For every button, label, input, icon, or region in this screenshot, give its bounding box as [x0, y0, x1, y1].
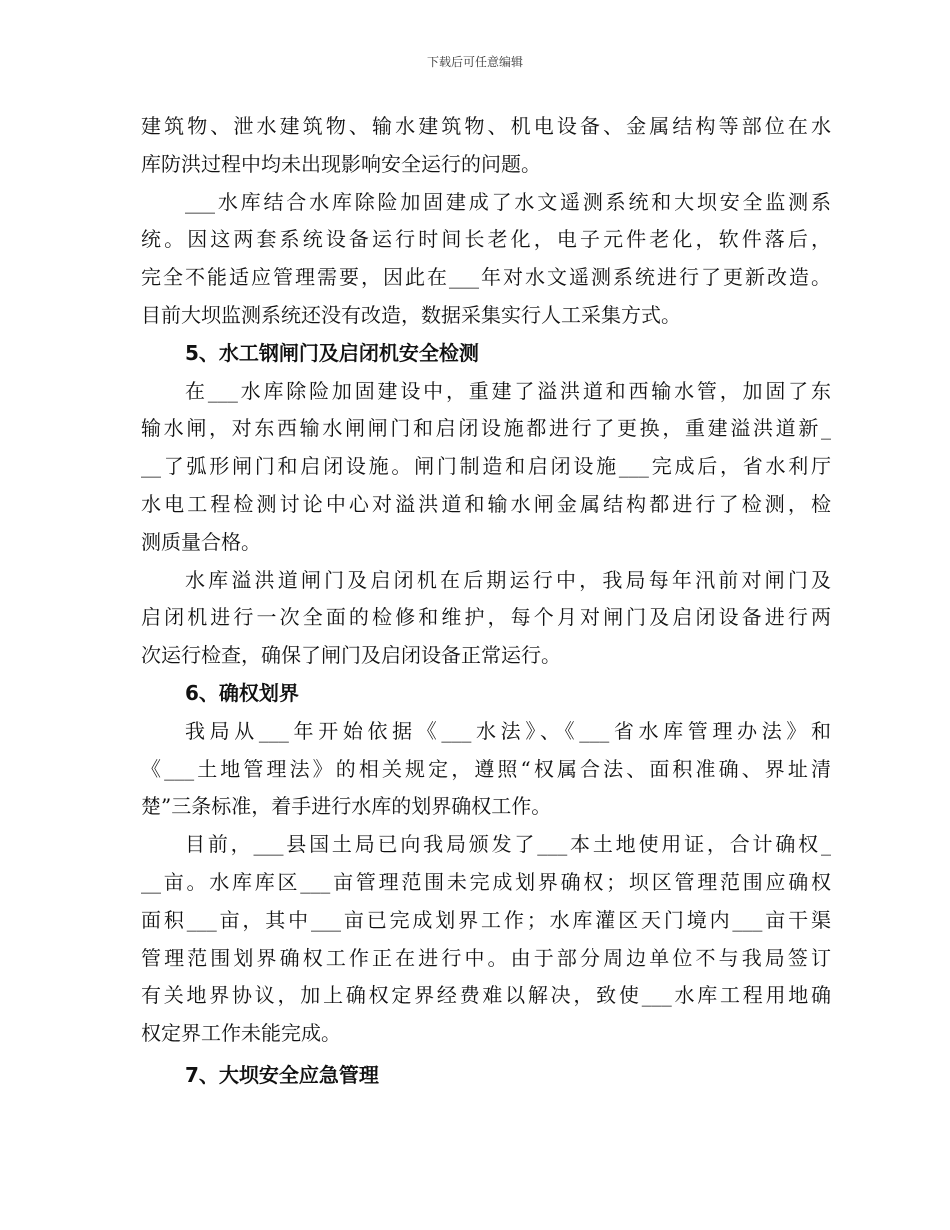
paragraph-line: 权定界工作未能完成。	[141, 1021, 341, 1046]
paragraph-line: 输水闸，对东西输水闸闸门和启闭设施都进行了更换，重建溢洪道新_	[141, 416, 831, 441]
paragraph-line: __了弧形闸门和启闭设施。闸门制造和启闭设施___完成后，省水利厅	[141, 454, 831, 479]
paragraph-line: 建筑物、泄水建筑物、输水建筑物、机电设备、金属结构等部位在水	[141, 114, 831, 138]
paragraph-line: 目前大坝监测系统还没有改造，数据采集实行人工采集方式。	[141, 302, 681, 327]
paragraph-line: 《___土地管理法》的相关规定，遵照“权属合法、面积准确、界址清	[141, 756, 831, 781]
paragraph-line: 面积___亩，其中___亩已完成划界工作；水库灌区天门境内___亩干渠	[141, 907, 831, 932]
paragraph-line: 测质量合格。	[141, 529, 261, 554]
paragraph-line: 水电工程检测讨论中心对溢洪道和输水闸金属结构都进行了检测，检	[141, 491, 831, 516]
paragraph-line: 我局从___年开始依据《___水法》、《___省水库管理办法》和	[185, 718, 831, 743]
section-heading-7: 7、大坝安全应急管理	[185, 1062, 379, 1087]
document-body	[141, 108, 831, 1095]
section-heading-5: 5、水工钢闸门及启闭机安全检测	[185, 340, 479, 365]
paragraph-line: 库防洪过程中均未出现影响安全运行的问题。	[141, 151, 541, 176]
paragraph-line: 在___水库除险加固建设中，重建了溢洪道和西输水管，加固了东	[185, 378, 831, 403]
paragraph-line: 次运行检查，确保了闸门及启闭设备正常运行。	[141, 643, 561, 668]
paragraph-line: __亩。水库库区___亩管理范围未完成划界确权；坝区管理范围应确权	[141, 869, 831, 894]
paragraph-line: 完全不能适应管理需要，因此在___年对水文遥测系统进行了更新改造。	[141, 265, 831, 290]
paragraph-line: 水库溢洪道闸门及启闭机在后期运行中，我局每年汛前对闸门及	[185, 567, 831, 592]
paragraph-line: 统。因这两套系统设备运行时间长老化，电子元件老化，软件落后，	[141, 227, 831, 252]
paragraph-line: 楚”三条标准，着手进行水库的划界确权工作。	[141, 794, 552, 819]
paragraph-line: 启闭机进行一次全面的检修和维护，每个月对闸门及启闭设备进行两	[141, 605, 831, 630]
page-header: 下载后可任意编辑	[426, 55, 523, 69]
paragraph-line: 管理范围划界确权工作正在进行中。由于部分周边单位不与我局签订	[141, 945, 831, 970]
paragraph-line: 有关地界协议，加上确权定界经费难以解决，致使___水库工程用地确	[141, 983, 831, 1008]
paragraph-line: ___水库结合水库除险加固建成了水文遥测系统和大坝安全监测系	[185, 189, 831, 214]
paragraph-line: 目前，___县国土局已向我局颁发了___本土地使用证，合计确权_	[185, 832, 831, 857]
section-heading-6: 6、确权划界	[185, 680, 299, 705]
